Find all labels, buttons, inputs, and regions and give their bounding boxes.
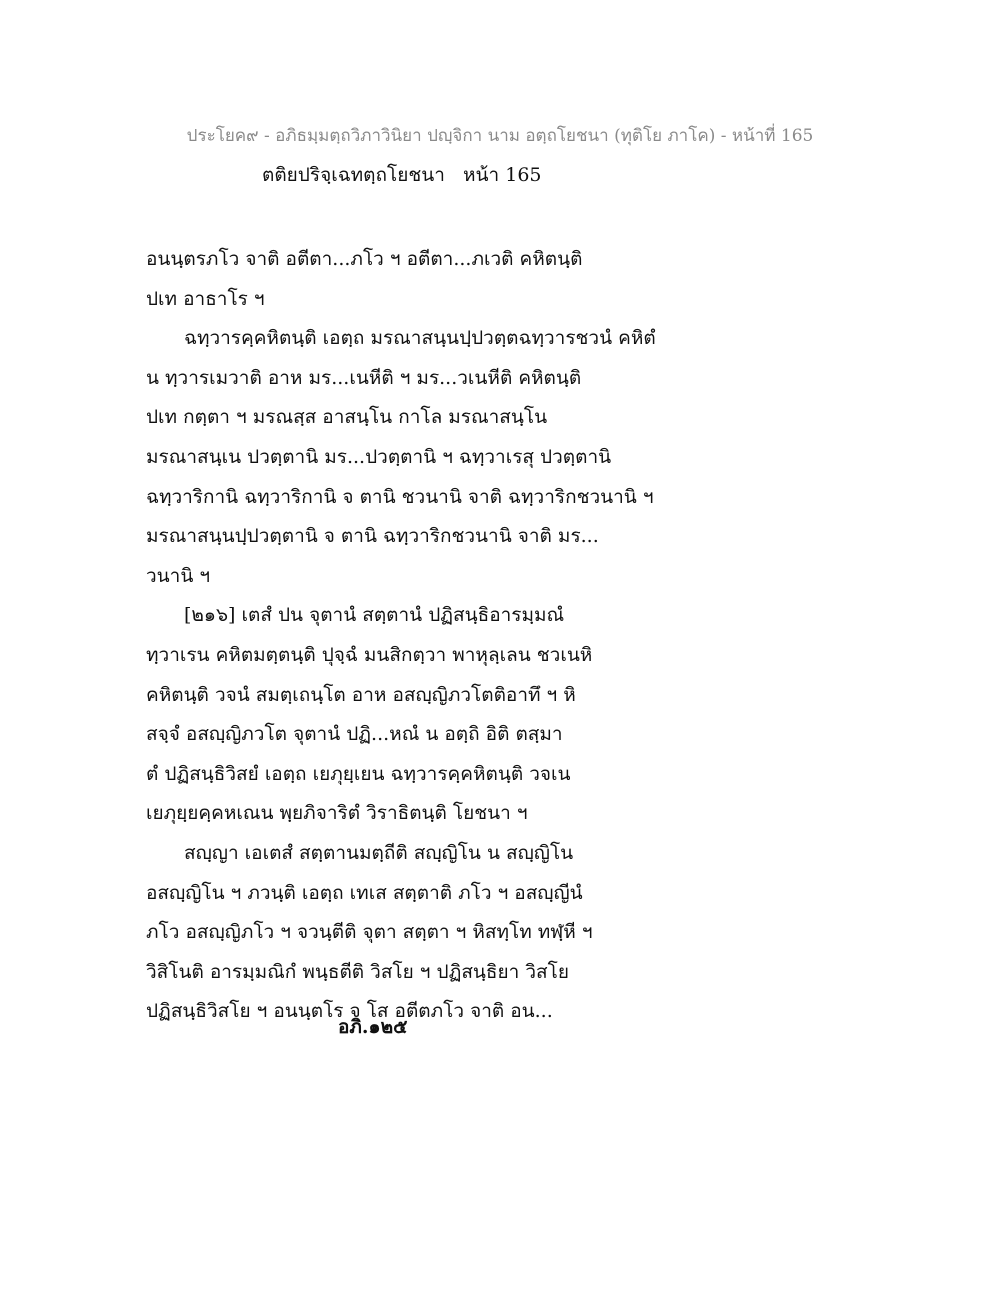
text-line: น ทฺวารเมวาติ อาห มร...เนหีติ ฯ มร...วเนหีติ คหิตนฺติ: [146, 366, 582, 389]
text-line: วิสิโนติ อารมฺมณิกํ พนฺธตีติ วิสโย ฯ ปฏิสนฺธิยา วิสโย: [146, 960, 569, 983]
text-line: วนานิ ฯ: [146, 564, 211, 587]
body-text: [146, 240, 706, 1032]
text-line: ทฺวาเรน คหิตมตฺตนฺติ ปุจฺฉํ มนสิกตฺวา พาหุลฺเลน ชวเนหิ: [146, 643, 593, 666]
text-line: ปเท กตฺตา ฯ มรณสฺส อาสนฺโน กาโล มรณาสนฺโน: [146, 406, 548, 429]
running-header: ประโยค๙ - อภิธมฺมตฺถวิภาวินิยา ปญฺจิกา นาม อตฺถโยชนา (ทุติโย ภาโค) - หน้าที่ 165: [186, 126, 814, 146]
text-line: ปฏิสนฺธิวิสโย ฯ อนนฺตโร จ โส อตีตภโว จาติ อน...: [146, 1000, 553, 1023]
text-line: สจฺจํ อสญฺญิภวโต จุตานํ ปฏิ...หณํ น อตฺถิ อิติ ตสฺมา: [146, 723, 563, 746]
text-line: [๒๑๖] เตสํ ปน จุตานํ สตฺตานํ ปฏิสนฺธิอารมฺมณํ: [184, 604, 565, 627]
text-line: อนนฺตรภโว จาติ อตีตา...ภโว ฯ อตีตา...ภเวติ คหิตนฺติ: [146, 248, 583, 270]
text-line: ฉทฺวาริกานิ ฉทฺวาริกานิ จ ตานิ ชวนานิ จาติ ฉทฺวาริกชวนานิ ฯ: [146, 485, 654, 508]
text-line: ปเท อาธาโร ฯ: [146, 287, 265, 310]
section-title: [262, 160, 542, 190]
text-line: มรณาสนฺนปฺปวตฺตานิ จ ตานิ ฉทฺวาริกชวนานิ จาติ มร...: [146, 525, 599, 548]
text-line: อสญฺญิโน ฯ ภวนฺติ เอตฺถ เทเส สตฺตาติ ภโว ฯ อสญฺญีนํ: [146, 881, 583, 904]
section-title-text: ตติยปริจฺเฉทตฺถโยชนา: [262, 164, 445, 186]
text-line: เยภุยฺยคฺคหเณน พฺยภิจาริตํ วิราธิตนฺติ โยชนา ฯ: [146, 802, 528, 825]
text-line: คหิตนฺติ วจนํ สมตฺเถนฺโต อาห อสญฺญิภวโตติอาทึ ฯ หิ: [146, 683, 576, 706]
text-line: สญฺญา เอเตสํ สตฺตานมตฺถีติ สญฺญิโน น สญฺญิโน: [184, 841, 574, 864]
page-label: หน้า 165: [463, 164, 542, 186]
text-line: ภโว อสญฺญิภโว ฯ จวนฺตีติ จุตา สตฺตา ฯ หิสทฺโท ทฬฺหี ฯ: [146, 921, 593, 944]
text-line: มรณาสนฺเน ปวตฺตานิ มร...ปวตฺตานิ ฯ ฉทฺวาเรสุ ปวตฺตานิ: [146, 445, 612, 468]
footer-reference: อภิ.๑๒๕: [338, 1016, 408, 1038]
text-line: ฉทฺวารคฺคหิตนฺติ เอตฺถ มรณาสนฺนปฺปวตฺตฉทฺวารชวนํ คหิตํ: [184, 327, 656, 350]
text-line: ตํ ปฏิสนฺธิวิสยํ เอตฺถ เยภุยฺเยน ฉทฺวารคฺคหิตนฺติ วจเน: [146, 762, 571, 785]
